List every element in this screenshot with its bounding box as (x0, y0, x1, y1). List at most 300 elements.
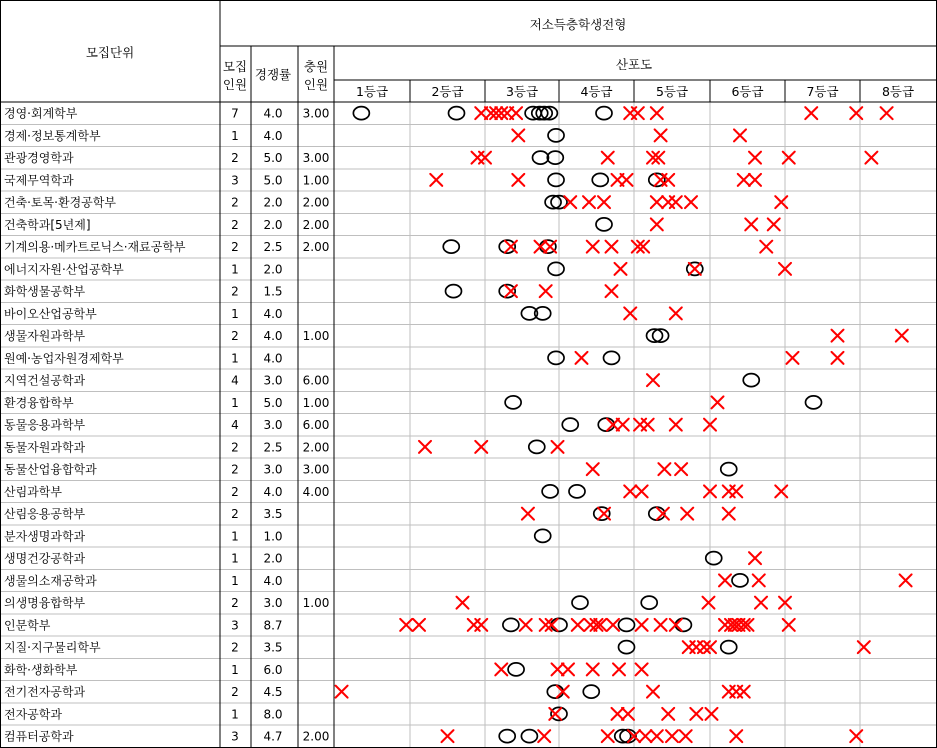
row-rate: 5.0 (263, 151, 283, 166)
pass-circle-mark (743, 374, 759, 387)
fail-cross-mark (413, 619, 425, 631)
row-recruit: 2 (231, 685, 239, 700)
fail-cross-mark (544, 241, 556, 253)
table-row (4, 261, 283, 276)
row-unit-name: 산림과학부 (4, 484, 62, 499)
scatter-marks (336, 107, 912, 743)
header-recruit-line1: 모집 (222, 59, 248, 74)
table-row (4, 551, 283, 566)
row-rate: 5.0 (263, 395, 283, 410)
pass-circle-mark (535, 529, 551, 542)
row-recruit: 2 (231, 640, 239, 655)
fail-cross-mark (583, 196, 595, 208)
table-row (4, 284, 283, 299)
row-recruit: 2 (231, 507, 239, 522)
fail-cross-mark (805, 107, 817, 119)
row-rate: 3.0 (263, 596, 283, 611)
row-marks (545, 196, 787, 209)
fail-cross-mark (689, 263, 701, 275)
fail-cross-mark (576, 352, 588, 364)
row-rate: 4.0 (263, 351, 283, 366)
row-marks (647, 329, 908, 342)
row-fill: 6.00 (302, 418, 330, 433)
row-recruit: 1 (231, 306, 239, 321)
row-marks (430, 173, 761, 186)
row-unit-name: 컴퓨터공학과 (4, 729, 74, 744)
table-rows (4, 106, 329, 744)
row-fill: 3.00 (302, 106, 330, 121)
fail-cross-mark (552, 441, 564, 453)
fail-cross-mark (832, 330, 844, 342)
row-fill: 1.00 (302, 329, 330, 344)
fail-cross-mark (719, 574, 731, 586)
row-recruit: 2 (231, 329, 239, 344)
fail-cross-mark (510, 107, 522, 119)
pass-circle-mark (548, 351, 564, 364)
table-row (4, 640, 283, 655)
row-unit-name: 생물의소재공학과 (4, 573, 97, 588)
row-fill: 2.00 (302, 195, 330, 210)
pass-circle-mark (503, 618, 519, 631)
row-fill: 4.00 (302, 484, 330, 499)
table-row (4, 706, 283, 721)
row-marks (442, 730, 863, 743)
row-rate: 2.0 (263, 217, 283, 232)
row-rate: 6.0 (263, 662, 283, 677)
row-unit-name: 의생명융합학부 (4, 596, 86, 611)
row-fill: 6.00 (302, 373, 330, 388)
pass-circle-mark (604, 351, 620, 364)
fail-cross-mark (832, 352, 844, 364)
row-marks (549, 707, 717, 720)
row-rate: 2.5 (263, 440, 283, 455)
fail-cross-mark (745, 218, 757, 230)
fail-cross-mark (636, 485, 648, 497)
table-row (4, 662, 283, 677)
pass-circle-mark (806, 396, 822, 409)
fail-cross-mark (723, 508, 735, 520)
row-rate: 2.0 (263, 262, 283, 277)
row-recruit: 4 (231, 418, 239, 433)
row-marks (505, 396, 821, 409)
fail-cross-mark (685, 196, 697, 208)
row-rate: 4.0 (263, 106, 283, 121)
grade-label: 2등급 (431, 84, 464, 99)
fail-cross-mark (712, 396, 724, 408)
row-rate: 3.5 (263, 507, 283, 522)
pass-circle-mark (619, 618, 635, 631)
table-row (4, 128, 283, 143)
pass-circle-mark (508, 663, 524, 676)
fail-cross-mark (540, 285, 552, 297)
row-unit-name: 생물자원과학부 (4, 329, 86, 344)
row-unit-name: 지질·지구물리학부 (4, 640, 101, 655)
pass-circle-mark (547, 685, 563, 698)
table-row (4, 239, 329, 254)
row-recruit: 1 (231, 662, 239, 677)
pass-circle-mark (721, 641, 737, 654)
fail-cross-mark (587, 241, 599, 253)
row-recruit: 1 (231, 573, 239, 588)
fail-cross-mark (647, 374, 659, 386)
table-row (4, 439, 329, 454)
row-marks (446, 285, 618, 298)
table-row (4, 484, 329, 499)
table-row (4, 684, 283, 699)
table-row (4, 573, 283, 588)
row-marks (587, 463, 737, 476)
fail-cross-mark (587, 663, 599, 675)
fail-cross-mark (562, 663, 574, 675)
fail-cross-mark (642, 419, 654, 431)
row-rate: 2.0 (263, 195, 283, 210)
table-row (4, 395, 329, 410)
fail-cross-mark (749, 552, 761, 564)
fail-cross-mark (617, 419, 629, 431)
pass-circle-mark (499, 730, 515, 743)
row-unit-name: 바이오산업공학부 (4, 306, 97, 321)
pass-circle-mark (548, 129, 564, 142)
pass-circle-mark (619, 641, 635, 654)
fail-cross-mark (552, 663, 564, 675)
fail-cross-mark (615, 263, 627, 275)
pass-circle-mark (548, 173, 564, 186)
table-row (4, 150, 329, 165)
row-unit-name: 원예·농업자원경제학부 (4, 351, 124, 366)
fail-cross-mark (738, 686, 750, 698)
row-unit-name: 분자생명과학과 (4, 529, 86, 544)
row-recruit: 1 (231, 551, 239, 566)
pass-circle-mark (547, 151, 563, 164)
row-recruit: 2 (231, 195, 239, 210)
grade-header-row (356, 84, 914, 99)
row-marks (472, 151, 878, 164)
header-recruit-line2: 인원 (222, 77, 248, 92)
row-recruit: 4 (231, 373, 239, 388)
row-unit-name: 화학·생화학부 (4, 662, 78, 677)
row-recruit: 1 (231, 707, 239, 722)
row-marks (562, 418, 716, 431)
fail-cross-mark (755, 597, 767, 609)
fail-cross-mark (572, 619, 584, 631)
grade-label: 3등급 (505, 84, 539, 99)
table-row (4, 729, 329, 744)
fail-cross-mark (442, 730, 454, 742)
fail-cross-mark (651, 730, 663, 742)
fail-cross-mark (662, 708, 674, 720)
pass-circle-mark (583, 685, 599, 698)
fail-cross-mark (564, 196, 576, 208)
row-marks (542, 485, 787, 498)
row-recruit: 2 (231, 240, 239, 255)
fail-cross-mark (621, 174, 633, 186)
table-row (4, 462, 329, 477)
fail-cross-mark (512, 174, 524, 186)
fail-cross-mark (607, 619, 619, 631)
table-row (4, 350, 283, 365)
table-row (4, 528, 283, 543)
fail-cross-mark (865, 152, 877, 164)
row-unit-name: 전자공학과 (4, 707, 62, 722)
fail-cross-mark (622, 708, 634, 720)
row-rate: 8.7 (263, 618, 283, 633)
row-fill: 3.00 (302, 462, 330, 477)
row-recruit: 1 (231, 128, 239, 143)
row-marks (706, 552, 761, 565)
row-marks (512, 129, 746, 142)
row-fill: 1.00 (302, 173, 330, 188)
pass-circle-mark (596, 218, 612, 231)
row-recruit: 2 (231, 284, 239, 299)
header-unit: 모집단위 (85, 45, 135, 60)
fail-cross-mark (419, 441, 431, 453)
header-scatter: 산포도 (615, 57, 653, 72)
fail-cross-mark (636, 663, 648, 675)
table-row (4, 195, 329, 210)
fail-cross-mark (651, 218, 663, 230)
row-marks (647, 374, 759, 387)
row-marks (619, 641, 870, 654)
fail-cross-mark (613, 663, 625, 675)
row-unit-name: 건축학과[5년제] (4, 217, 91, 232)
row-unit-name: 경제·정보통계학부 (4, 128, 101, 143)
fail-cross-mark (457, 597, 469, 609)
row-recruit: 2 (231, 484, 239, 499)
pass-circle-mark (641, 596, 657, 609)
pass-circle-mark (562, 418, 578, 431)
row-unit-name: 동물산업융합학과 (4, 462, 97, 477)
row-rate: 4.0 (263, 306, 283, 321)
fail-cross-mark (540, 619, 552, 631)
fail-cross-mark (896, 330, 908, 342)
row-rate: 3.0 (263, 418, 283, 433)
row-marks (419, 440, 564, 453)
row-marks (336, 685, 750, 698)
pass-circle-mark (592, 173, 608, 186)
table-row (4, 217, 329, 232)
header-group: 저소득층학생전형 (529, 17, 627, 32)
fail-cross-mark (670, 196, 682, 208)
row-unit-name: 국제무역학과 (4, 173, 74, 188)
row-recruit: 1 (231, 395, 239, 410)
pass-circle-mark (533, 151, 549, 164)
row-fill: 1.00 (302, 395, 330, 410)
pass-circle-mark (596, 107, 612, 120)
row-unit-name: 기계의용·메카트로닉스·재료공학부 (4, 240, 186, 255)
fail-cross-mark (520, 619, 532, 631)
row-unit-name: 화학생물공학부 (4, 284, 86, 299)
fail-cross-mark (606, 285, 618, 297)
fail-cross-mark (658, 463, 670, 475)
row-rate: 3.0 (263, 462, 283, 477)
table-row (4, 617, 283, 632)
fail-cross-mark (606, 241, 618, 253)
grade-label: 5등급 (655, 84, 689, 99)
grade-label: 7등급 (806, 84, 839, 99)
row-marks (457, 596, 792, 609)
fail-cross-mark (690, 708, 702, 720)
row-recruit: 1 (231, 262, 239, 277)
row-recruit: 2 (231, 217, 239, 232)
grade-label: 4등급 (580, 84, 613, 99)
fail-cross-mark (651, 107, 663, 119)
row-fill: 1.00 (302, 596, 330, 611)
table-row (4, 172, 329, 187)
table-row (4, 106, 329, 121)
row-unit-name: 경영·회계학부 (4, 106, 78, 121)
row-recruit: 3 (231, 618, 239, 633)
row-unit-name: 생명건강공학과 (4, 551, 86, 566)
pass-circle-mark (443, 240, 459, 253)
row-rate: 1.5 (263, 284, 283, 299)
fail-cross-mark (698, 641, 710, 653)
row-marks (596, 218, 780, 231)
row-rate: 3.5 (263, 640, 283, 655)
pass-circle-mark (542, 485, 558, 498)
row-marks (495, 663, 647, 676)
fail-cross-mark (598, 196, 610, 208)
row-fill: 2.00 (302, 440, 330, 455)
fail-cross-mark (753, 574, 765, 586)
row-recruit: 7 (231, 106, 239, 121)
fail-cross-mark (598, 508, 610, 520)
table-row (4, 328, 329, 343)
pass-circle-mark (529, 440, 545, 453)
row-rate: 1.0 (263, 529, 283, 544)
row-recruit: 2 (231, 462, 239, 477)
row-marks (548, 262, 791, 275)
fail-cross-mark (587, 463, 599, 475)
pass-circle-mark (569, 485, 585, 498)
pass-circle-mark (449, 107, 465, 120)
fail-cross-mark (900, 574, 912, 586)
fail-cross-mark (495, 663, 507, 675)
header-fill-line2: 인원 (303, 77, 329, 92)
fail-cross-mark (651, 196, 663, 208)
fail-cross-mark (881, 107, 893, 119)
fail-cross-mark (734, 129, 746, 141)
row-recruit: 1 (231, 351, 239, 366)
row-rate: 3.0 (263, 373, 283, 388)
fail-cross-mark (680, 730, 692, 742)
fail-cross-mark (538, 730, 550, 742)
row-rate: 2.5 (263, 240, 283, 255)
pass-circle-mark (732, 574, 748, 587)
row-marks (535, 529, 551, 542)
row-marks (719, 574, 912, 587)
row-rate: 4.7 (263, 729, 283, 744)
fail-cross-mark (602, 152, 614, 164)
row-recruit: 3 (231, 729, 239, 744)
fail-cross-mark (702, 597, 714, 609)
fail-cross-mark (522, 508, 534, 520)
fail-cross-mark (612, 708, 624, 720)
row-unit-name: 동물자원과학과 (4, 440, 86, 455)
fail-cross-mark (655, 619, 667, 631)
header-fill-line1: 충원 (303, 59, 329, 74)
pass-circle-mark (521, 730, 537, 743)
row-unit-name: 산림응용공학부 (4, 507, 86, 522)
table-row (4, 417, 329, 432)
fail-cross-mark (636, 619, 648, 631)
row-marks (521, 307, 681, 320)
fail-cross-mark (602, 730, 614, 742)
fail-cross-mark (546, 619, 558, 631)
fail-cross-mark (760, 241, 772, 253)
fail-cross-mark (706, 708, 718, 720)
fail-cross-mark (768, 218, 780, 230)
pass-circle-mark (675, 618, 691, 631)
row-marks (353, 107, 892, 120)
fail-cross-mark (512, 129, 524, 141)
row-rate: 4.0 (263, 573, 283, 588)
row-rate: 8.0 (263, 707, 283, 722)
row-fill: 2.00 (302, 729, 330, 744)
grade-label: 1등급 (355, 84, 389, 99)
pass-circle-mark (721, 463, 737, 476)
row-unit-name: 건축·토목·환경공학부 (4, 195, 116, 210)
row-rate: 4.0 (263, 128, 283, 143)
row-recruit: 3 (231, 173, 239, 188)
row-unit-name: 관광경영학과 (4, 151, 74, 166)
grade-label: 8등급 (881, 84, 915, 99)
fail-cross-mark (639, 730, 651, 742)
fail-cross-mark (787, 352, 799, 364)
row-recruit: 2 (231, 151, 239, 166)
fail-cross-mark (670, 419, 682, 431)
fail-cross-mark (670, 307, 682, 319)
row-recruit: 1 (231, 529, 239, 544)
table-row (4, 373, 329, 388)
fail-cross-mark (738, 174, 750, 186)
table-row (4, 506, 283, 521)
row-rate: 2.0 (263, 551, 283, 566)
row-marks (548, 351, 843, 364)
pass-circle-mark (548, 262, 564, 275)
row-rate: 4.0 (263, 484, 283, 499)
fail-cross-mark (655, 129, 667, 141)
fail-cross-mark (749, 174, 761, 186)
fail-cross-mark (666, 730, 678, 742)
row-recruit: 2 (231, 596, 239, 611)
fail-cross-mark (730, 730, 742, 742)
pass-circle-mark (446, 285, 462, 298)
row-unit-name: 인문학부 (4, 618, 51, 633)
fail-cross-mark (647, 686, 659, 698)
row-fill: 2.00 (302, 240, 330, 255)
fail-cross-mark (430, 174, 442, 186)
grade-label: 6등급 (731, 84, 764, 99)
fail-cross-mark (749, 152, 761, 164)
pass-circle-mark (572, 596, 588, 609)
row-unit-name: 에너지자원·산업공학부 (4, 262, 124, 277)
fail-cross-mark (675, 463, 687, 475)
row-unit-name: 전기전자공학과 (4, 685, 86, 700)
row-unit-name: 환경융합학부 (4, 395, 74, 410)
pass-circle-mark (706, 552, 722, 565)
row-fill: 3.00 (302, 151, 330, 166)
header-rate: 경쟁률 (254, 67, 292, 82)
row-rate: 4.0 (263, 329, 283, 344)
pass-circle-mark (505, 396, 521, 409)
table-row (4, 306, 283, 321)
row-rate: 5.0 (263, 173, 283, 188)
row-unit-name: 지역건설공학과 (4, 373, 86, 388)
fail-cross-mark (336, 686, 348, 698)
fail-cross-mark (670, 619, 682, 631)
fail-cross-mark (681, 508, 693, 520)
row-marks (400, 618, 795, 631)
